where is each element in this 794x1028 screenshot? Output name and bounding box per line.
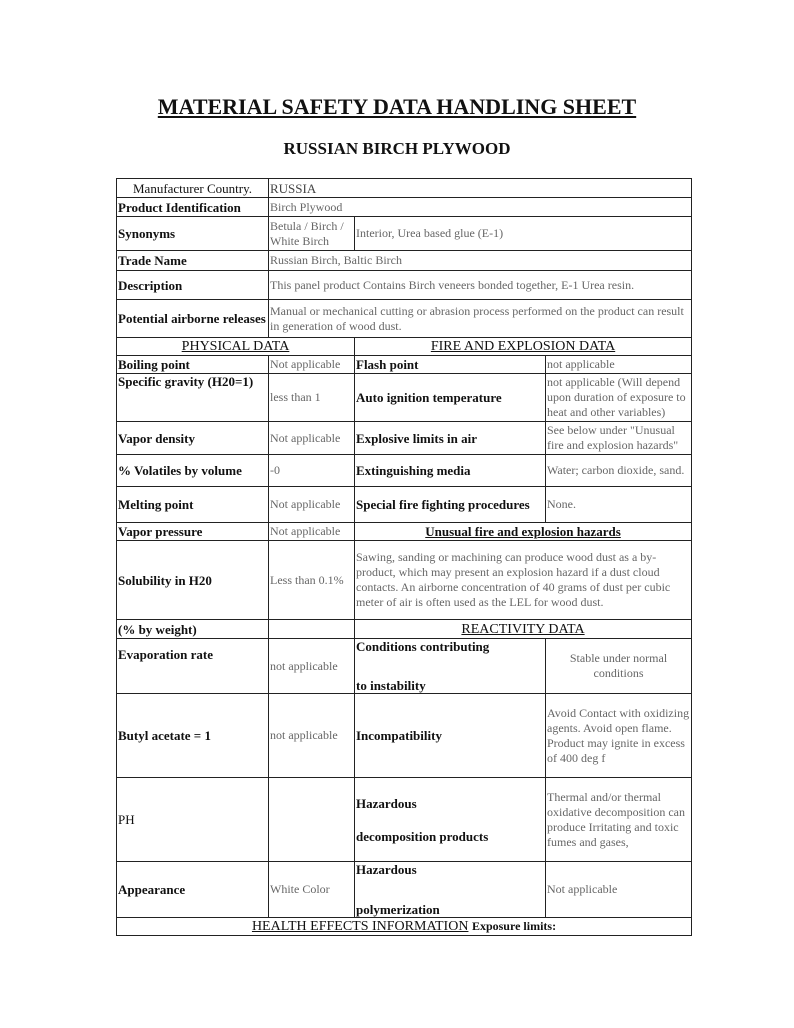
- flash-value: not applicable: [546, 356, 692, 374]
- table-row: [117, 356, 692, 374]
- trade-value: Russian Birch, Baltic Birch: [269, 251, 692, 271]
- solubility-label: Solubility in H20: [117, 541, 269, 620]
- volatiles-value: -0: [269, 455, 355, 487]
- synonyms-label: Synonyms: [117, 217, 269, 251]
- auto-ignition-label: Auto ignition temperature: [355, 374, 546, 422]
- incompatibility-label: Incompatibility: [355, 694, 546, 778]
- boiling-value: Not applicable: [269, 356, 355, 374]
- evaporation-label: Evaporation rate: [117, 639, 269, 694]
- decomposition-label: Hazardous decomposition products: [355, 778, 546, 862]
- manufacturer-label: Manufacturer Country.: [117, 179, 269, 198]
- table-row: [117, 251, 692, 271]
- decomposition-value: Thermal and/or thermal oxidative decomposition can produce Irritating and toxic fumes and gases,: [546, 778, 692, 862]
- product-label: Product Identification: [117, 198, 269, 217]
- airborne-label: Potential airborne releases: [117, 300, 269, 338]
- table-row: [117, 422, 692, 455]
- butyl-value: not applicable: [269, 694, 355, 778]
- ph-value: [269, 778, 355, 862]
- conditions-value: Stable under normal conditions: [546, 639, 692, 694]
- page-subtitle: RUSSIAN BIRCH PLYWOOD: [283, 139, 511, 158]
- table-row: [117, 179, 692, 198]
- description-label: Description: [117, 271, 269, 300]
- table-row: [117, 271, 692, 300]
- polymerization-label: Hazardous polymerization: [355, 862, 546, 918]
- health-header: HEALTH EFFECTS INFORMATION Exposure limits:: [117, 918, 692, 936]
- incompatibility-value: Avoid Contact with oxidizing agents. Avoid open flame. Product may ignite in excess of 400 deg f: [546, 694, 692, 778]
- polymerization-value: Not applicable: [546, 862, 692, 918]
- table-row: [117, 778, 692, 862]
- unusual-header: Unusual fire and explosion hazards: [355, 523, 692, 541]
- table-row: [117, 300, 692, 338]
- vapor-pressure-value: Not applicable: [269, 523, 355, 541]
- table-row: [117, 862, 692, 918]
- extinguishing-value: Water; carbon dioxide, sand.: [546, 455, 692, 487]
- appearance-label: Appearance: [117, 862, 269, 918]
- table-row: [117, 523, 692, 541]
- unusual-text: Sawing, sanding or machining can produce wood dust as a by-product, which may present an explosion hazard if a dust cloud contacts. An airborne concentration of 40 grams of dust per cubic meter of air is often used as the LEL for wood dust.: [355, 541, 692, 620]
- conditions-label: Conditions contributing to instability: [355, 639, 546, 694]
- synonyms-value-1: Betula / Birch / White Birch: [269, 217, 355, 251]
- synonyms-value-2: Interior, Urea based glue (E-1): [355, 217, 692, 251]
- ph-label: PH: [117, 778, 269, 862]
- weight-label: (% by weight): [117, 620, 269, 639]
- gravity-label: Specific gravity (H20=1): [117, 374, 269, 422]
- vapor-density-label: Vapor density: [117, 422, 269, 455]
- appearance-value: White Color: [269, 862, 355, 918]
- table-row: [117, 694, 692, 778]
- airborne-value: Manual or mechanical cutting or abrasion process performed on the product can result in generation of wood dust.: [269, 300, 692, 338]
- manufacturer-value: RUSSIA: [269, 179, 692, 198]
- vapor-density-value: Not applicable: [269, 422, 355, 455]
- table-row: [117, 374, 692, 422]
- fire-data-header: FIRE AND EXPLOSION DATA: [355, 338, 692, 356]
- section-header-row: [117, 338, 692, 356]
- table-row: [117, 487, 692, 523]
- evaporation-value: not applicable: [269, 639, 355, 694]
- table-row: [117, 541, 692, 620]
- section-header-row: [117, 918, 692, 936]
- vapor-pressure-label: Vapor pressure: [117, 523, 269, 541]
- melting-label: Melting point: [117, 487, 269, 523]
- explosive-label: Explosive limits in air: [355, 422, 546, 455]
- melting-value: Not applicable: [269, 487, 355, 523]
- product-value: Birch Plywood: [269, 198, 692, 217]
- msds-table: [116, 178, 692, 936]
- volatiles-label: % Volatiles by volume: [117, 455, 269, 487]
- auto-ignition-value: not applicable (Will depend upon duration of exposure to heat and other variables): [546, 374, 692, 422]
- trade-label: Trade Name: [117, 251, 269, 271]
- solubility-value: Less than 0.1%: [269, 541, 355, 620]
- reactivity-header: REACTIVITY DATA: [355, 620, 692, 639]
- description-value: This panel product Contains Birch veneers bonded together, E-1 Urea resin.: [269, 271, 692, 300]
- extinguishing-label: Extinguishing media: [355, 455, 546, 487]
- boiling-label: Boiling point: [117, 356, 269, 374]
- table-row: [117, 620, 692, 639]
- gravity-value: less than 1: [269, 374, 355, 422]
- table-row: [117, 455, 692, 487]
- table-row: [117, 639, 692, 694]
- physical-data-header: PHYSICAL DATA: [117, 338, 355, 356]
- butyl-label: Butyl acetate = 1: [117, 694, 269, 778]
- empty-cell: [269, 620, 355, 639]
- explosive-value: See below under "Unusual fire and explosion hazards": [546, 422, 692, 455]
- special-label: Special fire fighting procedures: [355, 487, 546, 523]
- special-value: None.: [546, 487, 692, 523]
- page-title: MATERIAL SAFETY DATA HANDLING SHEET: [157, 94, 637, 119]
- flash-label: Flash point: [355, 356, 546, 374]
- table-row: [117, 198, 692, 217]
- exposure-limits-label: Exposure limits:: [471, 919, 557, 933]
- table-row: [117, 217, 692, 251]
